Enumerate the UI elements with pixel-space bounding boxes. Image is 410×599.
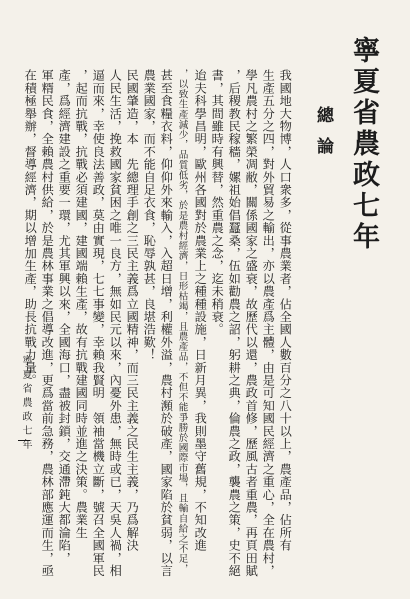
text-column: 產，爲經濟建設之重要一環，尤其軍興以來，全國海口，盡被封鎖，交通滯鈍大都淪陷，: [57, 69, 72, 565]
section-heading: 總論: [313, 106, 333, 168]
text-column: 逼而來，幸使良法善政，莫由實現，七七事變，幸賴我賢明 領袖當機立斷，號召全國軍民: [91, 69, 106, 577]
running-header: 寧夏省農政七年: [20, 355, 31, 453]
page-title: 寧夏省農政七年: [348, 36, 379, 253]
text-column: 民國肇造，本 先總理手創之三民主義爲立國精神，而三民主義之民生主義，乃爲解決: [125, 69, 140, 552]
text-column: 軍糈民食，全賴農村供給，於是農林事業之倡導改進，更爲當前急務，農林部應運而生，亟: [40, 69, 55, 577]
text-column: 人民生活，挽救國家貧困之唯一良方，無如民元以來，內憂外患，無時或已，天吳人禍，相: [108, 69, 123, 577]
text-column: ，以致生產減少，品質低劣，於是農村經濟，日形枯竭，且農產品，不但不能爭勝於國際市場，且輸自給之不足，: [176, 69, 188, 574]
text-column: ，起而抗戰，抗戰必須建國，建國端賴生產，故有抗戰建國同時並進之決策。農業生: [74, 69, 89, 539]
text-column: 學凡農村之繁榮凋敝，關係國家之盛衰，故歷代以還，農政首修，歷風古者重農，再頁田賦: [244, 69, 259, 577]
text-column: 生產五分之四，對外貿易之輸出，亦以農產爲主體，由是可知國民經濟之重心，全在農村，: [261, 69, 276, 577]
text-column: 書，其間雖時有興替，然重農之念，迄未稍衰。: [210, 69, 225, 336]
text-column: ，后稷教民稼穡，嫘祖始倡蠶桑，伍如勸農之詔，躬耕之典，倫農之政，襲農之策，史不絕: [227, 69, 242, 577]
text-column: 在積極舉辦，督導經濟，期以增加生產，助長抗戰力量。: [23, 69, 38, 387]
page-number: [18, 440, 30, 441]
text-column: 農業國家，而不能自足衣食，恥辱孰甚，良堪浩歎！: [142, 69, 157, 362]
text-column: 迨夫科學昌明，歐州各國對於農業上之種種設施，日新月異，我則墨守舊規，不知改進: [193, 69, 208, 552]
text-column: 我國地大物博，人口衆多，從事農業者，佔全國人數百分之八十以上，農產品，佔所有: [278, 69, 293, 552]
text-column: 甚至食糧衣料，仰仰外來輸入，入超日增，利權外溢，農村瀕於破產，國家陷於貧弱，以言: [159, 69, 174, 577]
